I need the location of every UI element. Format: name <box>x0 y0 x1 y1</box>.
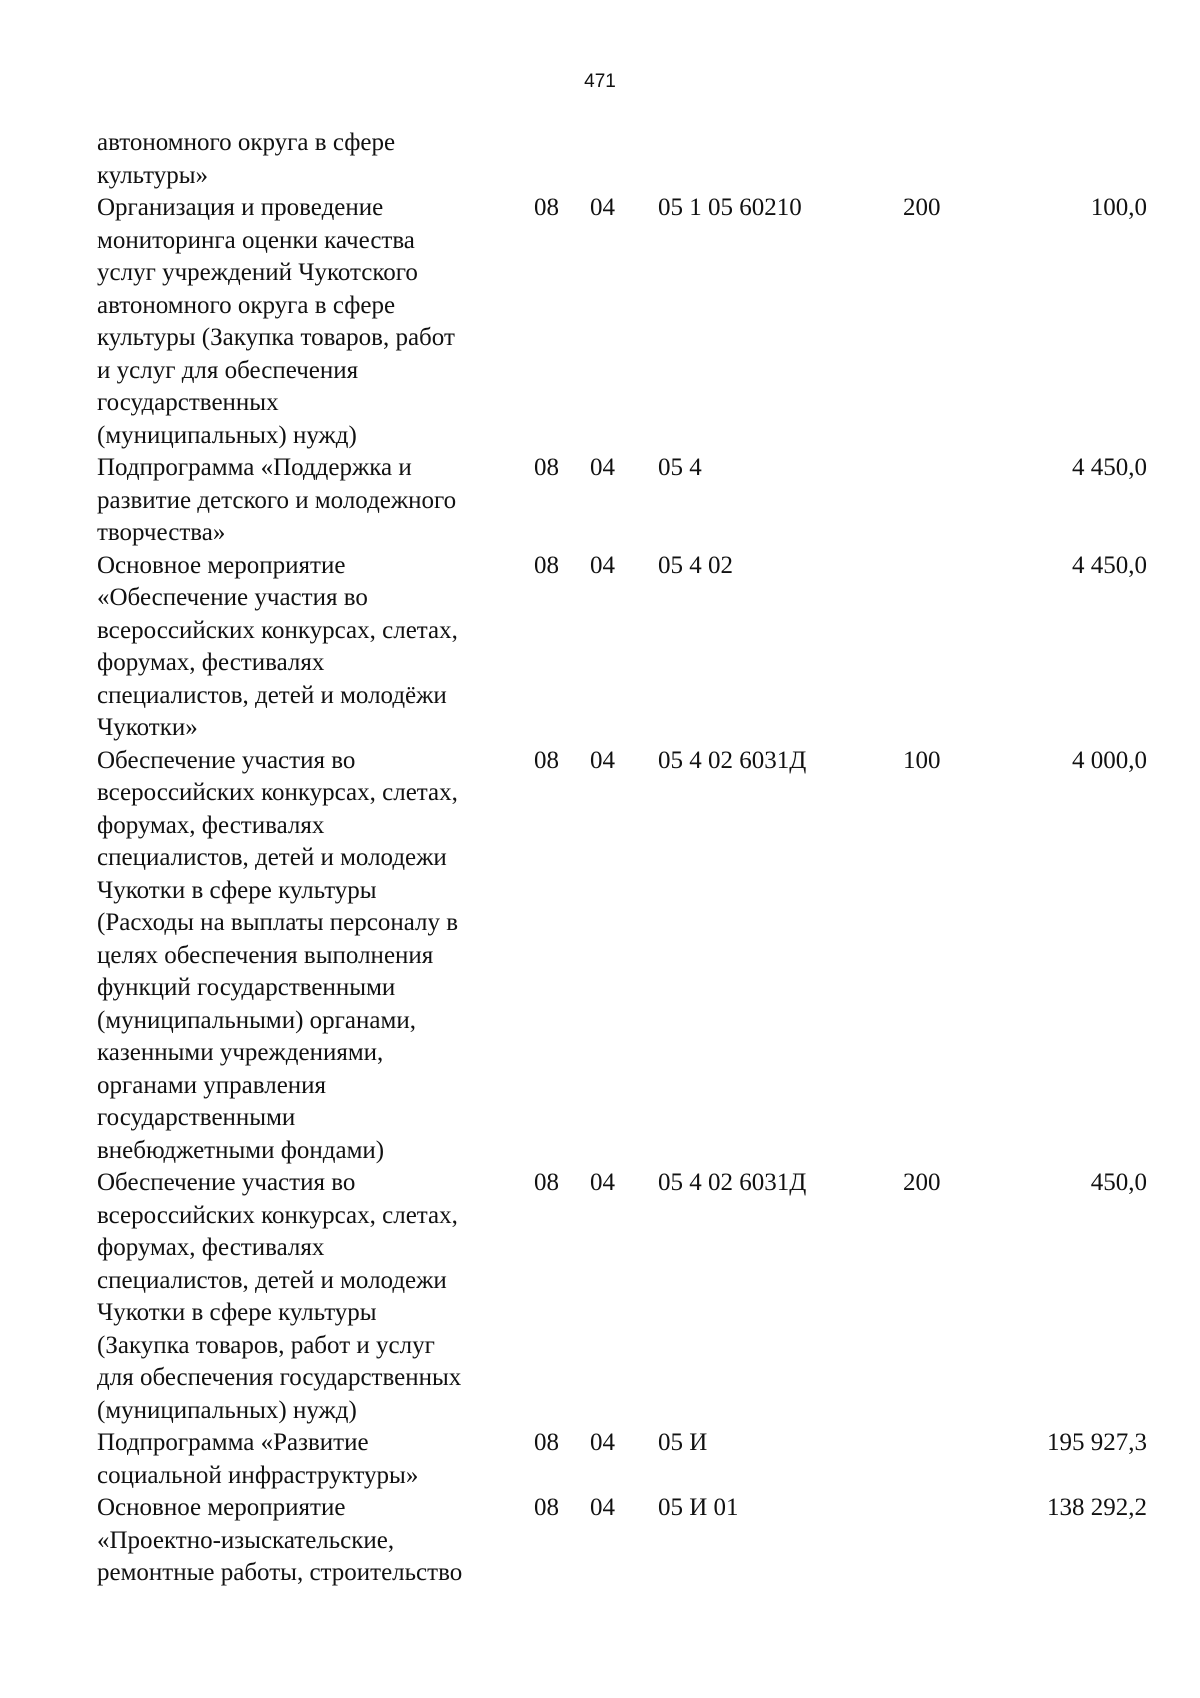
row-amount <box>1013 127 1147 192</box>
table-row <box>97 192 1147 452</box>
row-name: Обеспечение участия во всероссийских конкурсах, слетах, форумах, фестивалях специалистов, детей и молодежи Чукотки в сфере культуры (Закупка товаров, работ и услуг для обеспечения государственных (муниципальных) нужд) <box>97 1169 462 1424</box>
row-amount: 4 450,0 <box>1072 551 1147 579</box>
row-subsection-code: 04 <box>590 194 615 221</box>
row-expense-type-code: 200 <box>903 194 941 221</box>
row-name: Основное мероприятие «Проектно-изыскательские, ремонтные работы, строительство <box>97 1494 463 1586</box>
row-subsection-code: 04 <box>590 746 615 774</box>
row-subsection-code: 04 <box>590 1429 615 1456</box>
row-expense-type-code: 100 <box>903 746 941 774</box>
row-name: Подпрограмма «Развитие социальной инфраструктуры» <box>97 1429 419 1489</box>
row-section-code: 08 <box>534 1429 559 1456</box>
row-subsection-code: 04 <box>590 454 615 481</box>
row-amount: 195 927,3 <box>1047 1429 1147 1456</box>
row-section-code <box>530 127 588 192</box>
row-target-article-code: 05 4 02 6031Д <box>658 1169 807 1196</box>
row-expense-type-code: 200 <box>903 1169 941 1196</box>
row-section-code: 08 <box>534 1494 559 1521</box>
table-row <box>97 1492 1147 1590</box>
row-amount: 4 450,0 <box>1072 454 1147 481</box>
row-amount: 138 292,2 <box>1047 1494 1147 1521</box>
row-amount: 100,0 <box>1090 194 1147 221</box>
row-expense-type-code <box>903 127 1013 192</box>
row-section-code: 08 <box>534 1169 559 1196</box>
row-section-code: 08 <box>534 746 559 774</box>
table-row <box>97 745 1147 1168</box>
row-target-article-code: 05 1 05 60210 <box>658 194 802 221</box>
table-row <box>97 1167 1147 1427</box>
table-row <box>97 1427 1147 1492</box>
table-row <box>97 452 1147 550</box>
row-target-article-code: 05 4 02 <box>658 551 733 579</box>
row-expense-type-code <box>903 1427 1013 1492</box>
row-subsection-code: 04 <box>590 1169 615 1196</box>
row-amount: 450,0 <box>1090 1169 1147 1196</box>
page-number: 471 <box>584 71 616 92</box>
row-name: Обеспечение участия во всероссийских конкурсах, слетах, форумах, фестивалях специалистов, детей и молодежи Чукотки в сфере культуры (Расходы на выплаты персоналу в целях обеспечения выполнения функций государственными (муниципальными) органами, казенными учреждениями, органами управления государственными внебюджетными фондами) <box>97 746 459 1164</box>
row-target-article-code <box>658 127 903 192</box>
row-expense-type-code <box>903 1492 1013 1590</box>
row-name: Организация и проведение мониторинга оценки качества услуг учреждений Чукотского автономного округа в сфере культуры (Закупка товаров, работ и услуг для обеспечения государственных (муниципальных) нужд) <box>97 194 455 449</box>
row-name: Подпрограмма «Поддержка и развитие детского и молодежного творчества» <box>97 454 457 546</box>
row-name: Основное мероприятие «Обеспечение участия во всероссийских конкурсах, слетах, форумах, фестивалях специалистов, детей и молодёжи Чукотки» <box>97 551 458 741</box>
table-row <box>97 550 1147 745</box>
row-subsection-code: 04 <box>590 1494 615 1521</box>
row-expense-type-code <box>903 452 1013 550</box>
row-name: автономного округа в сфере культуры» <box>97 129 396 189</box>
row-target-article-code: 05 4 <box>658 454 702 481</box>
table-row <box>97 127 1147 192</box>
row-subsection-code <box>588 127 658 192</box>
row-amount: 4 000,0 <box>1072 746 1147 774</box>
row-section-code: 08 <box>534 551 559 579</box>
row-expense-type-code <box>903 550 1013 745</box>
row-target-article-code: 05 4 02 6031Д <box>658 746 807 774</box>
row-target-article-code: 05 И 01 <box>658 1494 739 1521</box>
budget-table <box>97 127 1147 1590</box>
row-section-code: 08 <box>534 194 559 221</box>
row-section-code: 08 <box>534 454 559 481</box>
row-subsection-code: 04 <box>590 551 615 579</box>
row-target-article-code: 05 И <box>658 1429 708 1456</box>
